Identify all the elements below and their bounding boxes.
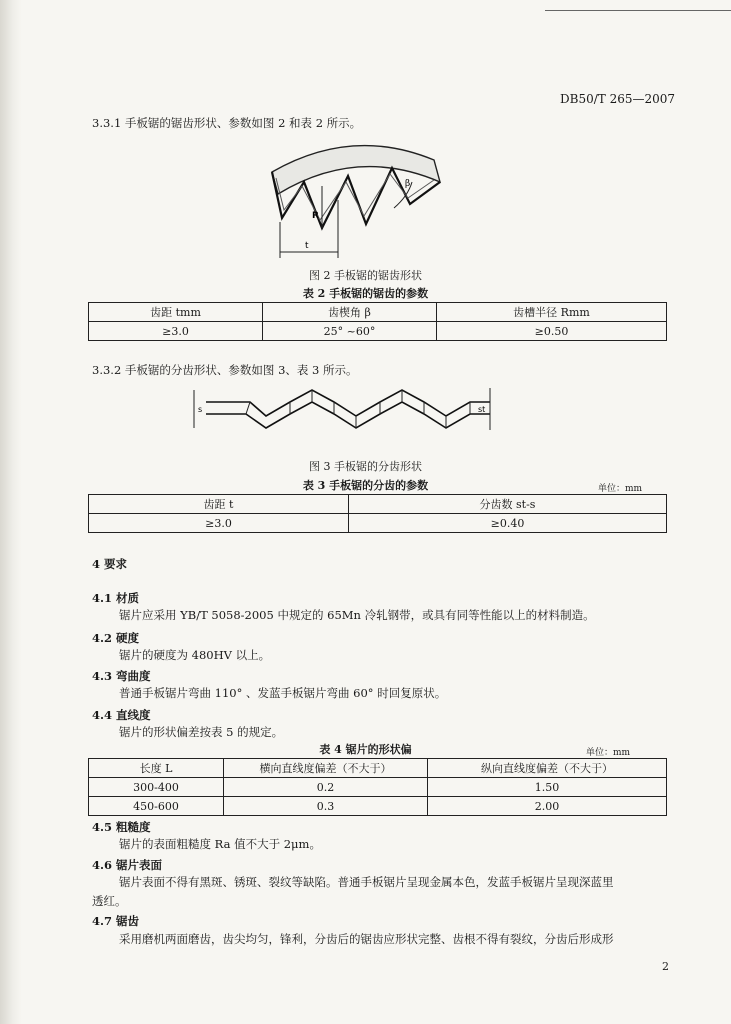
table-4-cell: 2.00 <box>428 797 667 816</box>
table-4-unit: 单位：mm <box>586 748 631 758</box>
figure-3-set-shape <box>190 384 510 434</box>
table-row <box>89 778 667 797</box>
table-2-header-radius: 齿槽半径 Rmm <box>437 303 667 322</box>
section-4-6-body-line1: 锯片表面不得有黑斑、锈斑、裂纹等缺陷。普通手板锯片呈现金属本色，发蓝手板锯片呈现深蓝里 <box>119 875 614 889</box>
table-3-cell-set: ≥0.40 <box>349 514 667 533</box>
figure-2-caption: 图 2 手板锯的锯齿形状 <box>309 269 422 282</box>
section-4-1-body: 锯片应采用 YB/T 5058-2005 中规定的 65Mn 冷轧钢带，或具有同等性能以上的材料制造。 <box>119 608 595 622</box>
section-4-4-title: 4.4 直线度 <box>92 708 151 722</box>
section-4-5-title: 4.5 粗糙度 <box>92 820 151 834</box>
figure-2-tooth-shape <box>262 138 452 260</box>
section-4-3-body: 普通手板锯片弯曲 110° 、发蓝手板锯片弯曲 60° 时回复原状。 <box>119 686 447 700</box>
section-4-6-title: 4.6 锯片表面 <box>92 858 163 872</box>
label-R: R <box>312 211 319 221</box>
label-st: st <box>478 405 486 414</box>
table-3 <box>88 494 667 533</box>
section-4-title: 4 要求 <box>92 557 128 571</box>
table-4-cell: 0.3 <box>224 797 428 816</box>
table-3-header-pitch: 齿距 t <box>89 495 349 514</box>
table-2-header-wedge-angle: 齿楔角 β <box>263 303 437 322</box>
table-3-header-set: 分齿数 st-s <box>349 495 667 514</box>
page-number: 2 <box>662 960 669 973</box>
section-4-7-body: 采用磨机两面磨齿，齿尖均匀，锋利，分齿后的锯齿应形状完整、齿根不得有裂纹，分齿后形成形 <box>119 932 614 946</box>
table-2-cell-radius: ≥0.50 <box>437 322 667 341</box>
clause-3-3-2: 3.3.2 手板锯的分齿形状、参数如图 3、表 3 所示。 <box>92 363 358 377</box>
label-t: t <box>305 241 309 251</box>
set-profile-top <box>206 390 490 416</box>
section-4-2-body: 锯片的硬度为 480HV 以上。 <box>119 648 271 662</box>
table-3-caption: 表 3 手板锯的分齿的参数 <box>302 479 429 492</box>
table-4-caption: 表 4 锯片的形状偏 <box>319 743 412 756</box>
table-4-header-longitudinal: 纵向直线度偏差（不大于） <box>428 759 667 778</box>
table-2-header-pitch: 齿距 tmm <box>89 303 263 322</box>
table-2-cell-pitch: ≥3.0 <box>89 322 263 341</box>
section-4-3-title: 4.3 弯曲度 <box>92 669 151 683</box>
saw-blade-arc <box>272 146 440 194</box>
section-4-6-body-line2: 透红。 <box>92 894 127 908</box>
section-4-2-title: 4.2 硬度 <box>92 631 140 645</box>
document-number: DB50/T 265—2007 <box>560 92 676 106</box>
table-row <box>89 797 667 816</box>
table-4 <box>88 758 667 816</box>
table-3-unit: 单位：mm <box>598 484 643 494</box>
table-4-cell: 300-400 <box>89 778 224 797</box>
table-4-cell: 0.2 <box>224 778 428 797</box>
table-4-cell: 1.50 <box>428 778 667 797</box>
header-rule <box>545 10 731 11</box>
clause-3-3-1: 3.3.1 手板锯的锯齿形状、参数如图 2 和表 2 所示。 <box>92 116 362 130</box>
table-2 <box>88 302 667 341</box>
table-4-header-length: 长度 L <box>89 759 224 778</box>
section-4-5-body: 锯片的表面粗糙度 Ra 值不大于 2μm。 <box>119 837 321 851</box>
table-4-cell: 450-600 <box>89 797 224 816</box>
label-beta: β <box>405 179 411 189</box>
scan-edge-shadow <box>0 0 22 1024</box>
table-2-caption: 表 2 手板锯的锯齿的参数 <box>302 287 429 300</box>
section-4-7-title: 4.7 锯齿 <box>92 914 140 928</box>
section-4-1-title: 4.1 材质 <box>92 591 140 605</box>
table-3-cell-pitch: ≥3.0 <box>89 514 349 533</box>
figure-3-caption: 图 3 手板锯的分齿形状 <box>309 460 422 473</box>
section-4-4-body: 锯片的形状偏差按表 5 的规定。 <box>119 725 284 739</box>
table-4-header-transverse: 横向直线度偏差（不大于） <box>224 759 428 778</box>
table-2-cell-wedge-angle: 25° ~60° <box>263 322 437 341</box>
label-s: s <box>198 405 203 414</box>
